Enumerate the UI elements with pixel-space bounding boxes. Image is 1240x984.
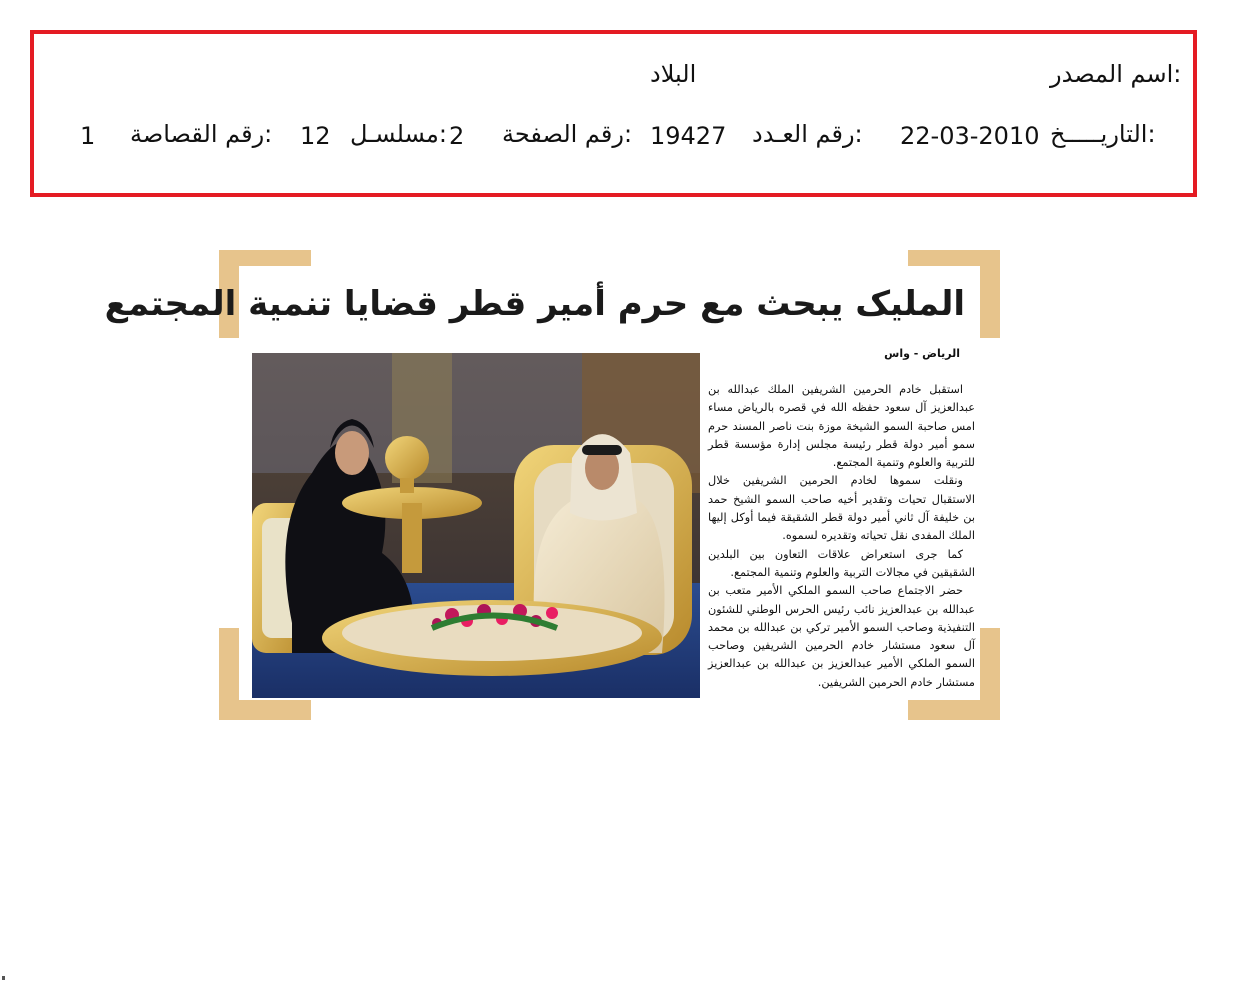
date-value: 22-03-2010 [900,122,1040,150]
corner-top-right-v [980,250,1000,338]
source-label: اسم المصدر: [1050,60,1182,88]
serial-value: 12 [300,122,331,150]
corner-bottom-right-v [980,628,1000,720]
article-paragraph: كما جرى استعراض علاقات التعاون بين البلدين الشقيقين في مجالات التربية والعلوم وتنمية المجتمع. [708,547,975,579]
page-value: 2 [449,122,465,150]
article-paragraph: استقبل خادم الحرمين الشريفين الملك عبدالله بن عبدالعزيز آل سعود حفظه الله في قصره بالرياض مساء امس صاحبة السمو الشيخة موزة بنت ناصر المسند حرم سمو أمير دولة قطر رئيسة مجلس إدارة مؤسسة قطر للتربية والعلوم وتنمية المجتمع. [708,383,975,470]
meeting-photo-illustration [252,353,700,698]
page-label: رقم الصفحة: [502,120,633,148]
article-headline: المليک يبحث مع حرم أمير قطر قضايا تنمية المجتمع [104,284,965,324]
issue-label: رقم العـدد: [752,120,863,148]
article-byline: الرياض - واس [884,347,960,360]
article-paragraph: ونقلت سموها لخادم الحرمين الشريفين خلال الاستقبال تحيات وتقدير أخيه صاحب السمو الشيخ حمد بن خليفة آل ثاني أمير دولة قطر الشقيقة فيما أوكل إليها الملك المفدى نقل تحياته وتقديره لسموه. [708,474,975,543]
article-body [708,381,975,692]
issue-value: 19427 [650,122,727,150]
clipping-metadata-box [30,30,1197,197]
article-photo [252,353,700,698]
clip-number-label: رقم القصاصة: [130,120,273,148]
source-value: البلاد [650,60,697,88]
serial-label: مسلسـل: [350,120,447,148]
article-paragraph: حضر الاجتماع صاحب السمو الملكي الأمير متعب بن عبدالله بن عبدالعزيز نائب رئيس الحرس الوطني للشئون التنفيذية وصاحب السمو الأمير تركي بن عبدالله بن محمد آل سعود مستشار خادم الحرمين الشريفين وصاحب السمو الملكي الأمير عبدالعزيز بن عبدالله بن عبدالعزيز مستشار خادم الحرمين الشريفين. [708,584,975,689]
date-label: التاريـــــخ: [1050,120,1156,148]
clip-number-value: 1 [80,122,96,150]
scan-artifact [2,976,5,980]
corner-bottom-left-v [219,628,239,720]
